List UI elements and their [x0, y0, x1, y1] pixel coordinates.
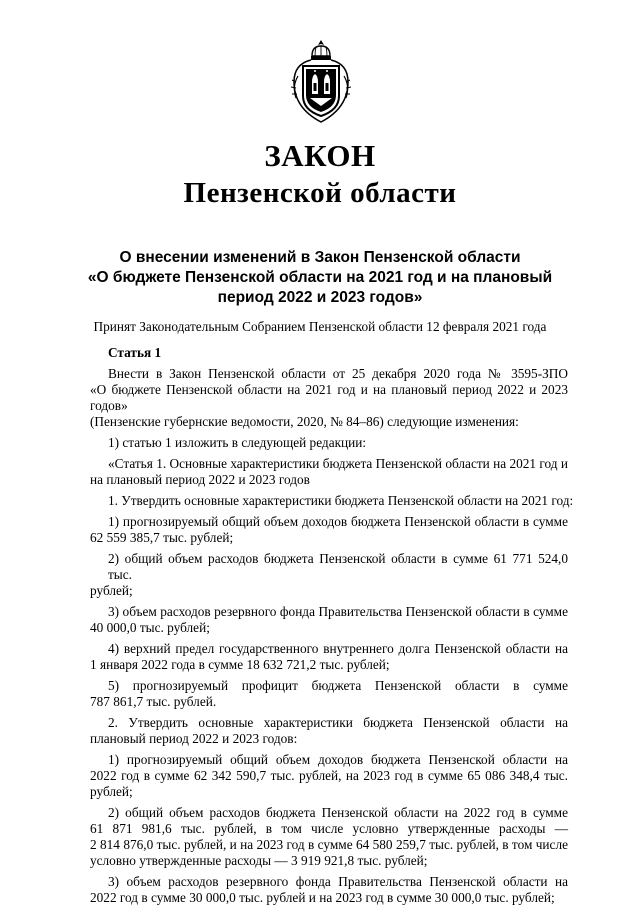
- paragraph-line: «Статья 1. Основные характеристики бюджета Пензенской области на 2021 год и: [108, 456, 568, 471]
- paragraph-line: 5) прогнозируемый профицит бюджета Пензенской области в сумме: [108, 678, 568, 693]
- paragraph: [90, 874, 568, 906]
- paragraph: [90, 456, 568, 488]
- paragraph-line: условно утвержденные расходы — 3 919 921,8 тыс. рублей;: [90, 853, 428, 868]
- paragraph-line: 4) верхний предел государственного внутреннего долга Пензенской области на: [108, 641, 568, 656]
- paragraph-line: рублей;: [90, 583, 133, 598]
- paragraph-line: 2) общий объем расходов бюджета Пензенской области на 2022 год в сумме: [108, 805, 568, 820]
- paragraph-line: Внести в Закон Пензенской области от 25 декабря 2020 года № 3595-ЗПО: [108, 366, 568, 381]
- paragraph: [90, 678, 568, 710]
- paragraph-line: 787 861,7 тыс. рублей.: [90, 694, 217, 709]
- law-title-line: период 2022 и 2023 годов»: [217, 289, 423, 306]
- paragraph: [90, 514, 568, 546]
- document-type-heading: ЗАКОН: [264, 138, 376, 173]
- paragraph: [90, 641, 568, 673]
- paragraph-line: 3) объем расходов резервного фонда Правительства Пензенской области в сумме: [108, 604, 568, 619]
- paragraph-line: 1) прогнозируемый общий объем доходов бюджета Пензенской области на: [108, 752, 568, 767]
- paragraph-line: 61 871 981,6 тыс. рублей, в том числе условно утвержденные расходы —: [90, 821, 568, 836]
- paragraph-line: 1) прогнозируемый общий объем доходов бюджета Пензенской области в сумме: [108, 514, 568, 529]
- paragraph-line: 2 814 876,0 тыс. рублей, и на 2023 год в сумме 64 580 259,7 тыс. рублей, в том числе: [90, 837, 568, 852]
- region-heading: Пензенской области: [183, 177, 457, 209]
- paragraph: [90, 715, 568, 747]
- paragraph-line: 1 января 2022 года в сумме 18 632 721,2 тыс. рублей;: [90, 657, 390, 672]
- paragraph: [90, 366, 568, 430]
- paragraph-line: «О бюджете Пензенской области на 2021 год и на плановый период 2022 и 2023 годов»: [90, 382, 568, 413]
- paragraph: [90, 435, 568, 451]
- paragraph-line: (Пензенские губернские ведомости, 2020, № 84–86) следующие изменения:: [90, 414, 519, 429]
- paragraph-line: 2. Утвердить основные характеристики бюджета Пензенской области на: [108, 715, 568, 730]
- adoption-statement: Принят Законодательным Собранием Пензенской области 12 февраля 2021 года: [93, 319, 547, 334]
- article-heading: Статья 1: [108, 345, 162, 360]
- paragraph-line: 1) статью 1 изложить в следующей редакции:: [108, 435, 367, 450]
- paragraph-line: 2) общий объем расходов бюджета Пензенской области в сумме 61 771 524,0 тыс.: [108, 551, 568, 582]
- paragraph-line: 2022 год в сумме 30 000,0 тыс. рублей и на 2023 год в сумме 30 000,0 тыс. рублей;: [90, 890, 555, 905]
- paragraph-line: 62 559 385,7 тыс. рублей;: [90, 530, 234, 545]
- paragraph-line: 40 000,0 тыс. рублей;: [90, 620, 210, 635]
- paragraph-line: 1. Утвердить основные характеристики бюджета Пензенской области на 2021 год:: [108, 493, 574, 508]
- paragraph-line: 3) объем расходов резервного фонда Правительства Пензенской области на: [108, 874, 568, 889]
- paragraph-line: плановый период 2022 и 2023 годов:: [90, 731, 298, 746]
- paragraph-line: 2022 год в сумме 62 342 590,7 тыс. рублей, на 2023 год в сумме 65 086 348,4 тыс.: [90, 768, 568, 783]
- law-title: [80, 248, 560, 308]
- paragraph: [90, 805, 568, 869]
- paragraph: [90, 551, 568, 599]
- paragraph: [90, 752, 568, 800]
- coat-of-arms-emblem: [290, 36, 352, 126]
- law-title-line: «О бюджете Пензенской области на 2021 год и на плановый: [87, 269, 553, 286]
- paragraph-line: рублей;: [90, 784, 133, 799]
- law-title-line: О внесении изменений в Закон Пензенской области: [119, 249, 521, 266]
- law-body: [90, 345, 574, 911]
- paragraph: [90, 493, 574, 509]
- paragraph-line: на плановый период 2022 и 2023 годов: [90, 472, 310, 487]
- paragraph: [90, 604, 568, 636]
